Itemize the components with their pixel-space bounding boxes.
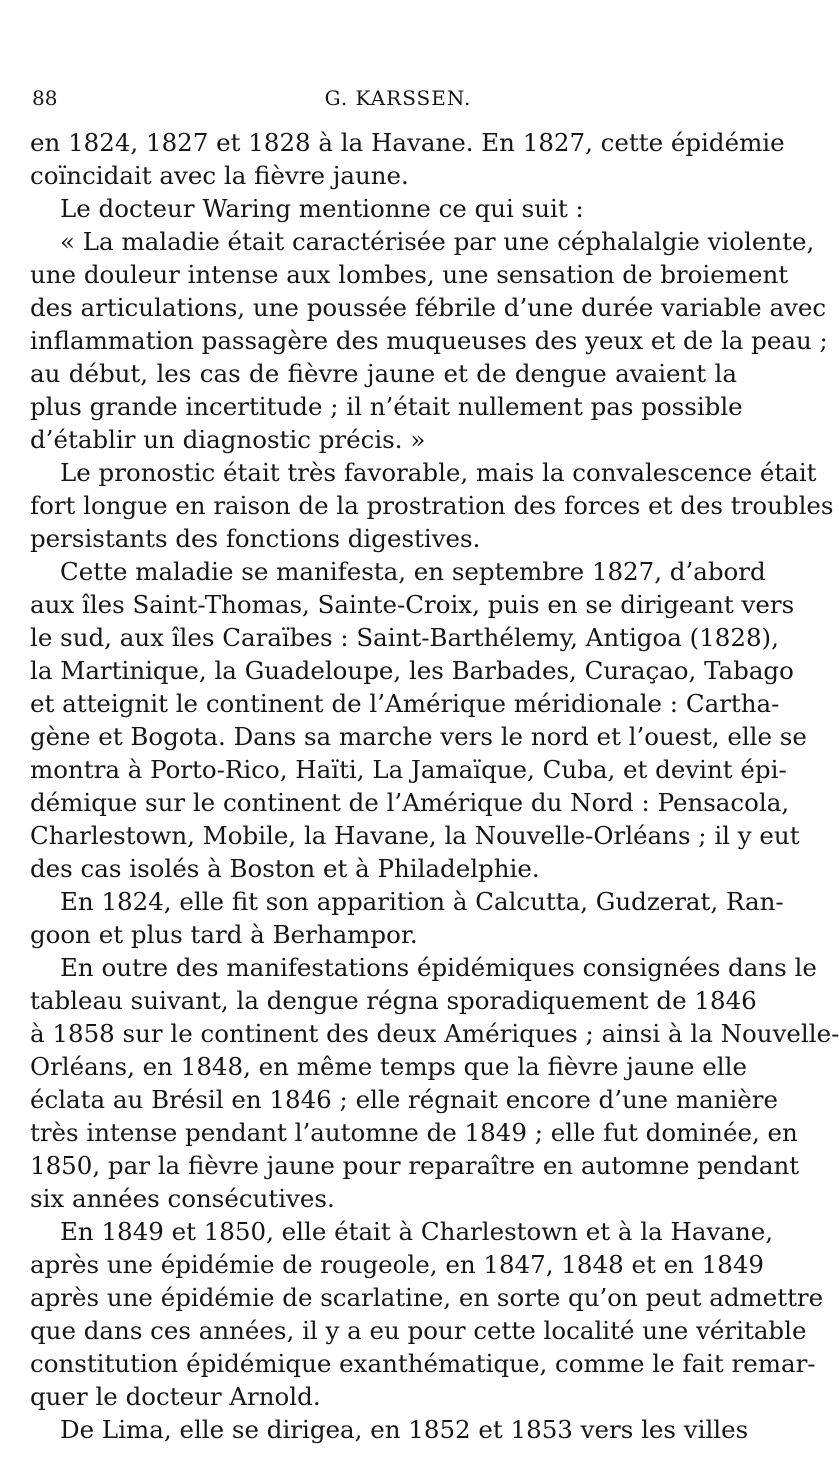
text-line: des cas isolés à Boston et à Philadelphie. [30, 854, 540, 883]
text-line: En 1824, elle fit son apparition à Calcutta, Gudzerat, Ran- [60, 887, 784, 916]
text-line: Orléans, en 1848, en même temps que la fièvre jaune elle [30, 1052, 747, 1081]
running-title-author: G. KARSSEN. [324, 86, 472, 110]
running-head [28, 86, 768, 110]
text-line: et atteignit le continent de l’Amérique méridionale : Cartha- [30, 689, 780, 718]
text-line: après une épidémie de scarlatine, en sorte qu’on peut admettre [30, 1283, 824, 1312]
text-line: De Lima, elle se dirigea, en 1852 et 1853 vers les villes [60, 1415, 749, 1444]
text-line: constitution épidémique exanthématique, comme le fait remar- [30, 1349, 816, 1378]
page-number: 88 [32, 86, 58, 110]
text-line: persistants des fonctions digestives. [30, 524, 481, 553]
text-line: plus grande incertitude ; il n’était nullement pas possible [30, 392, 743, 421]
text-line: quer le docteur Arnold. [30, 1382, 321, 1411]
text-line: éclata au Brésil en 1846 ; elle régnait encore d’une manière [30, 1085, 779, 1114]
text-line: « La maladie était caractérisée par une céphalalgie violente, [60, 227, 815, 256]
text-line: goon et plus tard à Berhampor. [30, 920, 418, 949]
text-line: fort longue en raison de la prostration des forces et des troubles [30, 491, 834, 520]
text-line: en 1824, 1827 et 1828 à la Havane. En 1827, cette épidémie [30, 128, 785, 157]
text-line: une douleur intense aux lombes, une sensation de broiement [30, 260, 789, 289]
text-line: aux îles Saint-Thomas, Sainte-Croix, puis en se dirigeant vers [30, 590, 795, 619]
text-line: que dans ces années, il y a eu pour cette localité une véritable [30, 1316, 807, 1345]
text-line: En outre des manifestations épidémiques consignées dans le [60, 953, 817, 982]
text-line: Charlestown, Mobile, la Havane, la Nouvelle-Orléans ; il y eut [30, 821, 800, 850]
text-line: au début, les cas de fièvre jaune et de dengue avaient la [30, 359, 737, 388]
text-line: 1850, par la fièvre jaune pour reparaître en automne pendant [30, 1151, 800, 1180]
text-line: six années consécutives. [30, 1184, 335, 1213]
text-line: d’établir un diagnostic précis. » [30, 425, 426, 454]
text-line: démique sur le continent de l’Amérique du Nord : Pensacola, [30, 788, 790, 817]
text-line: coïncidait avec la fièvre jaune. [30, 161, 409, 190]
text-line: Le pronostic était très favorable, mais la convalescence était [60, 458, 817, 487]
text-line: inflammation passagère des muqueuses des yeux et de la peau ; [30, 326, 828, 355]
text-line: Le docteur Waring mentionne ce qui suit : [60, 194, 584, 223]
text-line: des articulations, une poussée fébrile d’une durée variable avec [30, 293, 827, 322]
text-line: après une épidémie de rougeole, en 1847, 1848 et en 1849 [30, 1250, 764, 1279]
text-line: le sud, aux îles Caraïbes : Saint-Barthélemy, Antigoa (1828), [30, 623, 779, 652]
body-text [30, 126, 839, 1446]
text-line: la Martinique, la Guadeloupe, les Barbades, Curaçao, Tabago [30, 656, 794, 685]
text-line: à 1858 sur le continent des deux Amériques ; ainsi à la Nouvelle- [30, 1019, 839, 1048]
text-line: très intense pendant l’automne de 1849 ; elle fut dominée, en [30, 1118, 798, 1147]
text-line: En 1849 et 1850, elle était à Charlestown et à la Havane, [60, 1217, 774, 1246]
text-line: Cette maladie se manifesta, en septembre 1827, d’abord [60, 557, 766, 586]
text-line: tableau suivant, la dengue régna sporadiquement de 1846 [30, 986, 757, 1015]
text-line: montra à Porto-Rico, Haïti, La Jamaïque, Cuba, et devint épi- [30, 755, 787, 784]
text-line: gène et Bogota. Dans sa marche vers le nord et l’ouest, elle se [30, 722, 807, 751]
